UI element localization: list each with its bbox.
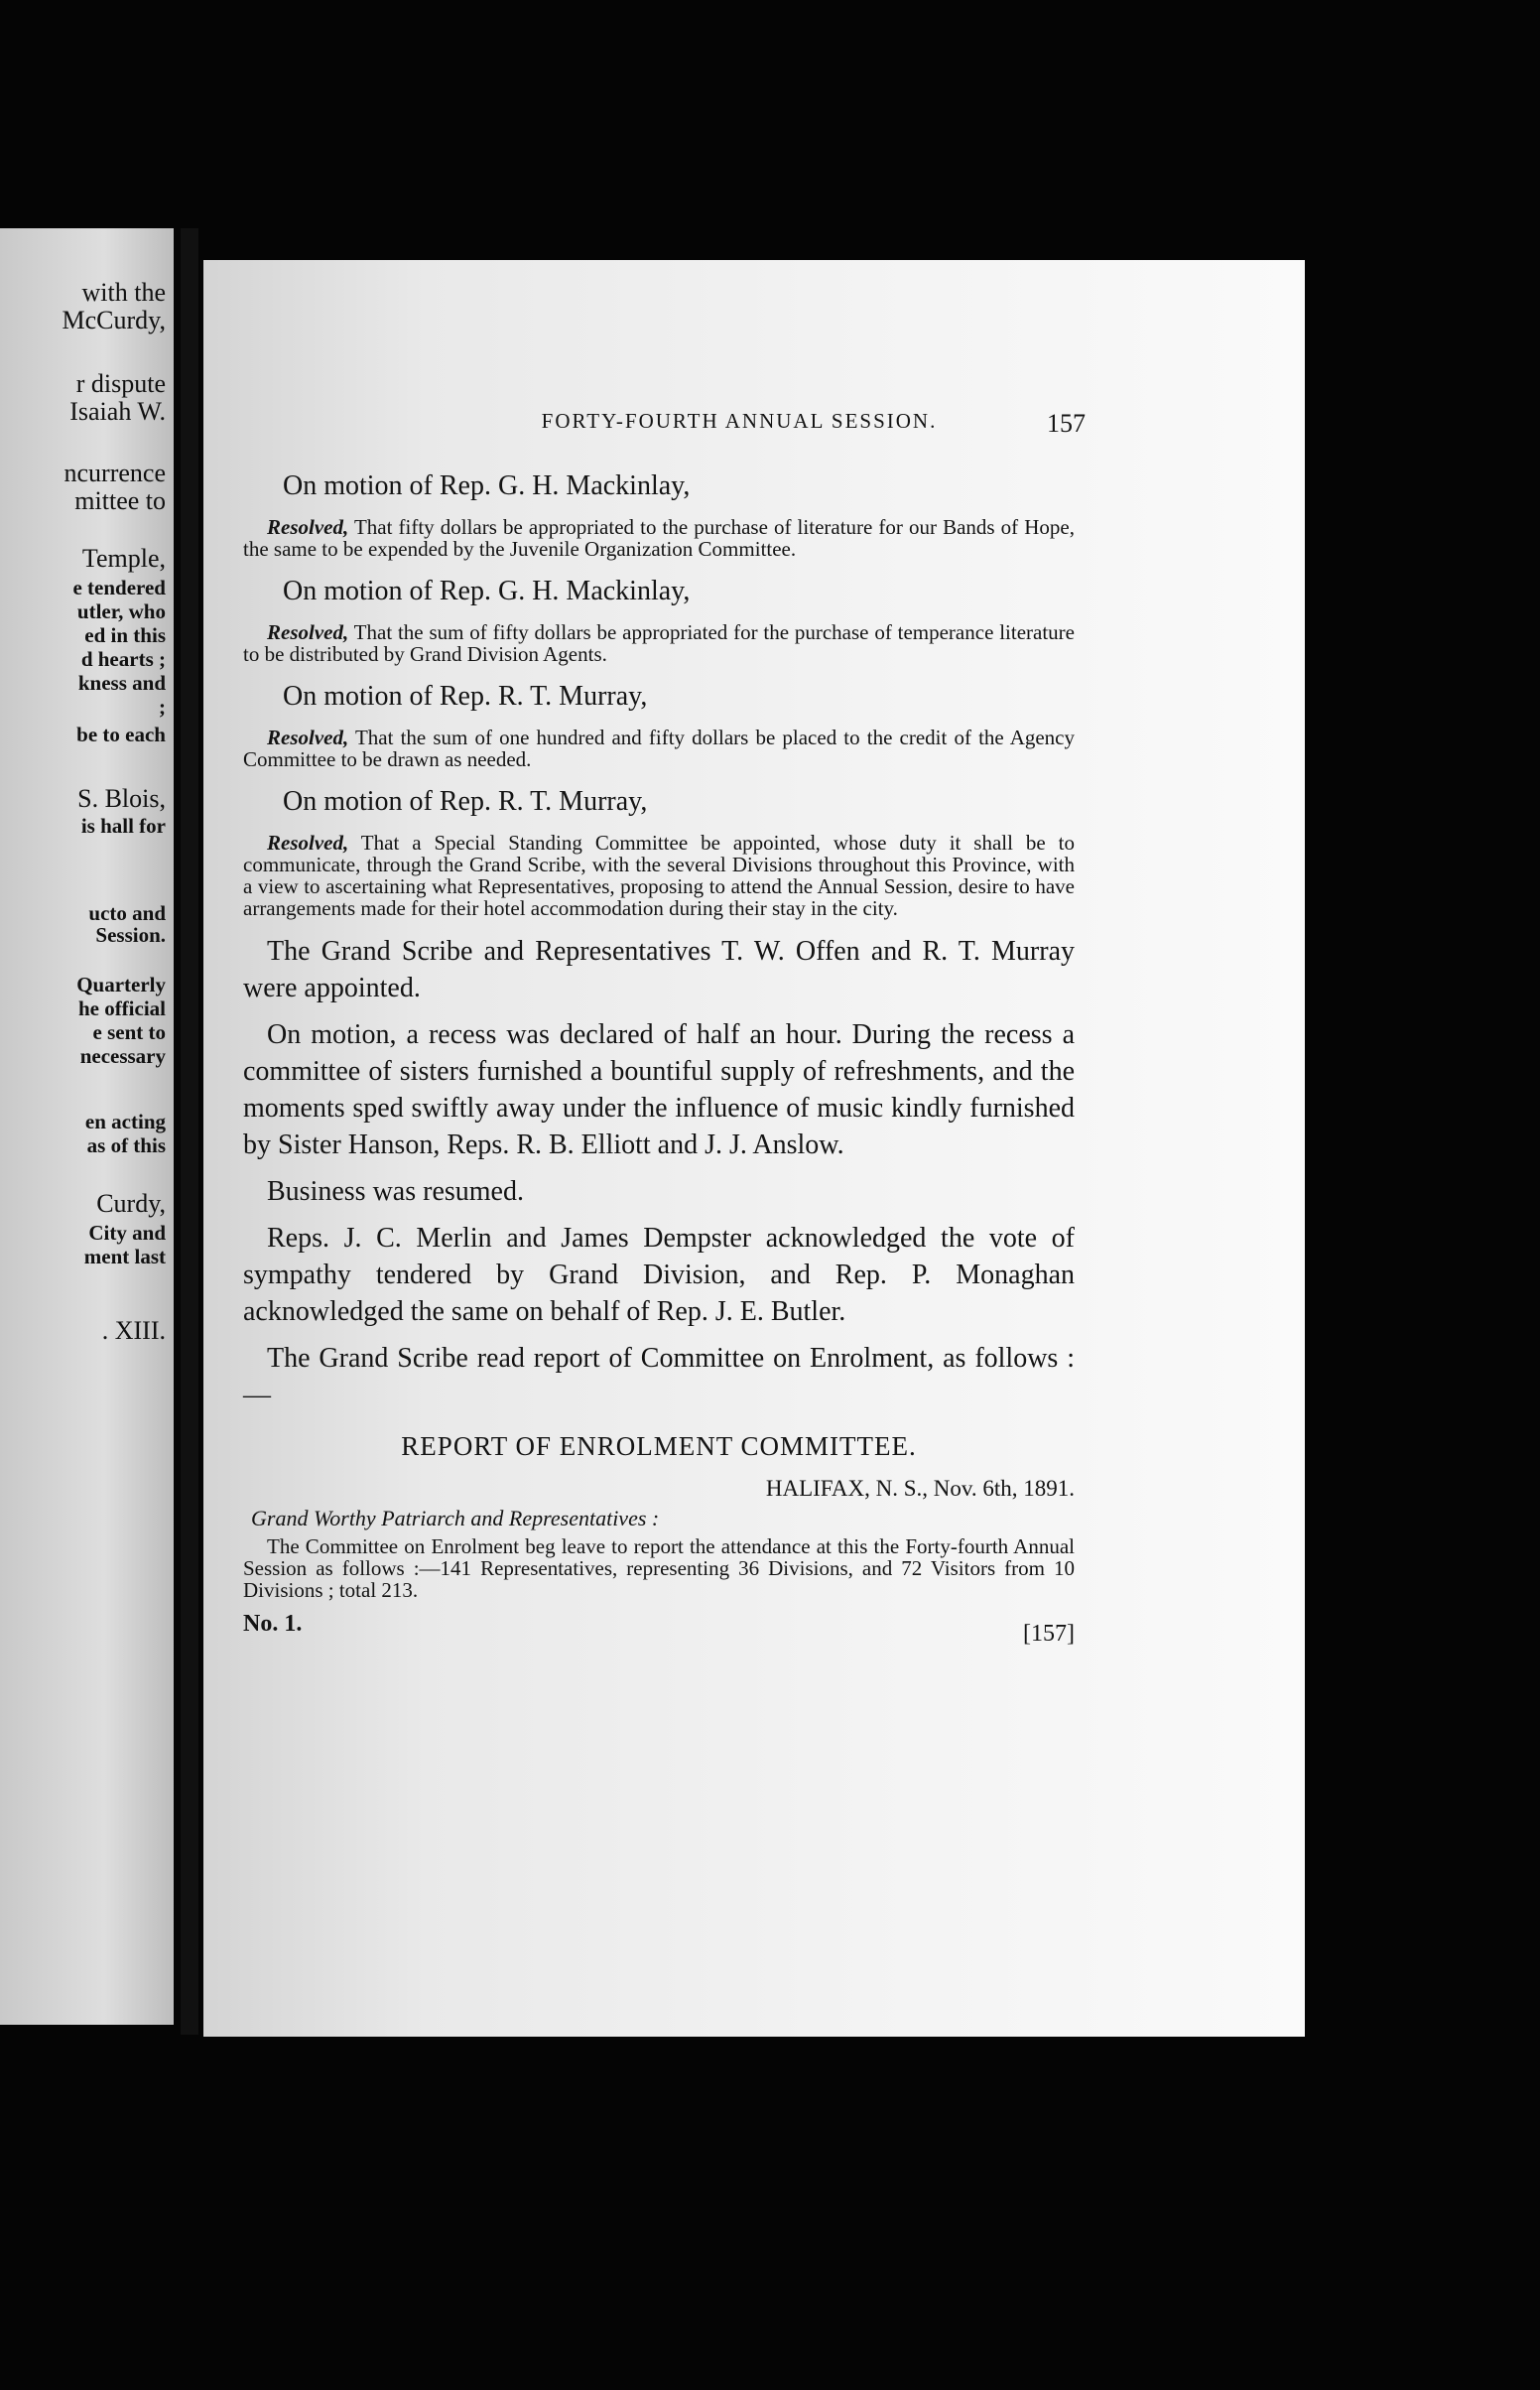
- page-footer: [243, 1611, 1075, 1651]
- page-body: [243, 459, 1075, 1651]
- facing-page-line: e sent to: [92, 1020, 166, 1044]
- facing-page-line: r dispute: [75, 369, 166, 398]
- facing-page-line: be to each: [76, 723, 166, 746]
- motion-line: On motion of Rep. R. T. Murray,: [283, 786, 648, 817]
- facing-page-line: . XIII.: [101, 1316, 166, 1345]
- signature-mark: No. 1.: [243, 1611, 303, 1637]
- facing-page-line: with the: [81, 278, 166, 307]
- body-paragraph: On motion, a recess was declared of half an hour. During the recess a committee of sisters furnished a bountiful supply of refreshments, and the moments sped swiftly away under the influence of music kindly furnished by Sister Hanson, Reps. R. B. Elliott and J. J. Anslow.: [243, 1019, 1075, 1160]
- facing-page-line: ucto and: [88, 901, 166, 925]
- page-number: 157: [1047, 409, 1086, 438]
- body-paragraph: Business was resumed.: [267, 1176, 524, 1207]
- resolution-text: That a Special Standing Committee be appointed, whose duty it shall be to communicate, through the Grand Scribe, with the several Divisions throughout this Province, with a view to ascertaining what Representatives, proposing to attend the Annual Session, desire to have arrangements made for their hotel accommodation during their stay in the city.: [243, 831, 1075, 920]
- resolution-lead: Resolved,: [267, 831, 349, 855]
- resolution-paragraph: [243, 516, 1075, 560]
- body-paragraph: The Grand Scribe read report of Committee on Enrolment, as follows :—: [243, 1343, 1075, 1410]
- facing-page-line: d hearts ;: [80, 647, 166, 671]
- facing-page-line: necessary: [79, 1044, 166, 1068]
- report-body: The Committee on Enrolment beg leave to report the attendance at this the Forty-fourth Annual Session as follows :—141 Representatives, representing 36 Divisions, and 72 Visitors from 10 Divisions ; total 213.: [243, 1534, 1075, 1602]
- facing-page-line: Session.: [95, 923, 166, 947]
- proceedings: [243, 468, 1075, 1413]
- resolution-paragraph: [243, 621, 1075, 665]
- resolution-lead: Resolved,: [267, 726, 349, 749]
- facing-page-line: Quarterly: [76, 973, 166, 996]
- bracket-page-number: [157]: [1023, 1621, 1075, 1647]
- facing-page-line: kness and: [77, 671, 166, 695]
- body-paragraph: Reps. J. C. Merlin and James Dempster acknowledged the vote of sympathy tendered by Grand Division, and Rep. P. Monaghan acknowledged the same on behalf of Rep. J. E. Butler.: [243, 1223, 1075, 1327]
- motion-line: On motion of Rep. R. T. Murray,: [283, 681, 648, 712]
- report-title: REPORT OF ENROLMENT COMMITTEE.: [401, 1431, 917, 1461]
- resolution-text: That the sum of fifty dollars be appropriated for the purchase of temperance literature to be distributed by Grand Division Agents.: [243, 620, 1075, 666]
- facing-page-line: ncurrence: [64, 459, 166, 487]
- facing-page-fragment: [0, 228, 174, 2025]
- facing-page-line: Isaiah W.: [69, 397, 166, 426]
- motion-line: On motion of Rep. G. H. Mackinlay,: [283, 470, 691, 501]
- facing-page-line: mittee to: [74, 486, 166, 515]
- resolution-paragraph: [243, 832, 1075, 919]
- facing-page-line: e tendered: [72, 576, 166, 599]
- resolution-lead: Resolved,: [267, 620, 349, 644]
- facing-page-line: en acting: [84, 1110, 166, 1133]
- facing-page-line: as of this: [86, 1133, 166, 1157]
- book-spine: [181, 228, 198, 2035]
- motion-line: On motion of Rep. G. H. Mackinlay,: [283, 576, 691, 606]
- running-head: FORTY-FOURTH ANNUAL SESSION.: [541, 409, 938, 433]
- facing-page-line: utler, who: [76, 599, 166, 623]
- document-page: [203, 260, 1305, 2037]
- facing-page-line: Curdy,: [96, 1189, 166, 1218]
- facing-page-line: McCurdy,: [62, 306, 166, 334]
- report-salutation: Grand Worthy Patriarch and Representatives :: [251, 1506, 660, 1530]
- resolution-lead: Resolved,: [267, 515, 349, 539]
- resolution-text: That the sum of one hundred and fifty dollars be placed to the credit of the Agency Committee to be drawn as needed.: [243, 726, 1075, 771]
- report-dateline: HALIFAX, N. S., Nov. 6th, 1891.: [765, 1476, 1075, 1501]
- facing-page-line: ed in this: [84, 623, 166, 647]
- body-paragraph: The Grand Scribe and Representatives T. W. Offen and R. T. Murray were appointed.: [243, 936, 1075, 1003]
- resolution-paragraph: [243, 727, 1075, 770]
- facing-page-line: is hall for: [80, 814, 166, 838]
- facing-page-line: he official: [77, 996, 166, 1020]
- facing-page-line: S. Blois,: [77, 784, 166, 813]
- facing-page-line: ment last: [83, 1245, 166, 1268]
- facing-page-line: ;: [159, 695, 166, 719]
- facing-page-line: City and: [88, 1221, 166, 1245]
- resolution-text: That fifty dollars be appropriated to the purchase of literature for our Bands of Hope, the same to be expended by the Juvenile Organization Committee.: [243, 515, 1075, 561]
- facing-page-line: Temple,: [81, 544, 166, 573]
